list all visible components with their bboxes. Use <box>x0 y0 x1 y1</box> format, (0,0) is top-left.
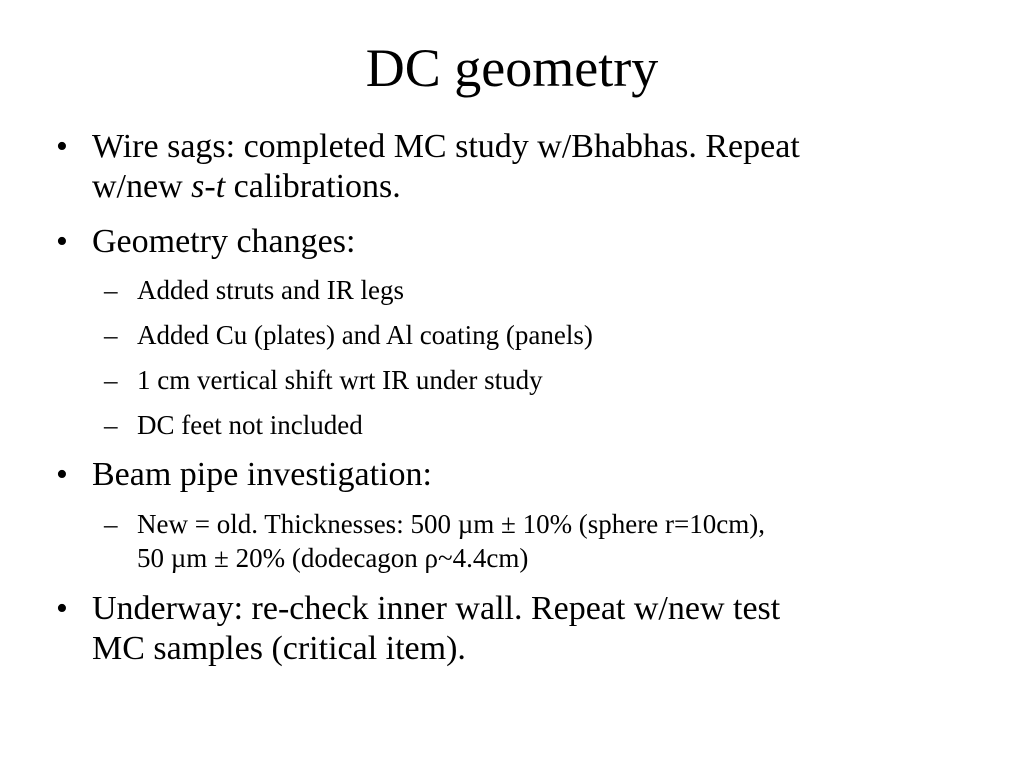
bullet-wire-sags <box>56 127 942 207</box>
underway-line-1: Underway: re-check inner wall. Repeat w/new test <box>92 590 781 627</box>
wire-sags-line-2 <box>92 167 942 207</box>
wire-sags-line-2-post: calibrations. <box>225 168 401 205</box>
sub-item <box>104 507 957 575</box>
dash-marker: – <box>104 509 118 539</box>
sub-item-text: Added struts and IR legs <box>137 275 404 305</box>
beam-pipe-sub-line-1: New = old. Thicknesses: 500 µm ± 10% (sphere r=10cm), <box>137 509 765 539</box>
wire-sags-line-2-pre: w/new <box>92 168 192 205</box>
dash-marker: – <box>104 410 118 440</box>
dash-marker: – <box>104 275 118 305</box>
geometry-changes-label: Geometry changes: <box>92 223 356 260</box>
bullet-beam-pipe <box>56 455 942 495</box>
sub-item-text: Added Cu (plates) and Al coating (panels) <box>137 320 593 350</box>
bullet-dot: • <box>56 128 68 165</box>
wire-sags-st-italic: s-t <box>191 168 226 205</box>
sub-item-text: DC feet not included <box>137 410 363 440</box>
dash-marker: – <box>104 365 118 395</box>
bullet-geometry-changes <box>56 222 942 262</box>
sub-item-text: 1 cm vertical shift wrt IR under study <box>137 365 543 395</box>
wire-sags-line-1: Wire sags: completed MC study w/Bhabhas. Repeat <box>92 128 800 165</box>
slide-title: DC geometry <box>365 38 659 98</box>
sub-item <box>104 318 957 352</box>
underway-line-2: MC samples (critical item). <box>92 630 466 667</box>
dash-marker: – <box>104 320 118 350</box>
sub-item <box>104 363 957 397</box>
beam-pipe-sub-line-2: 50 µm ± 20% (dodecagon ρ~4.4cm) <box>137 543 529 573</box>
bullet-dot: • <box>56 590 68 627</box>
bullet-underway <box>56 589 942 669</box>
sub-item <box>104 408 957 442</box>
sub-item <box>104 273 957 307</box>
bullet-dot: • <box>56 456 68 493</box>
beam-pipe-label: Beam pipe investigation: <box>92 456 432 493</box>
bullet-dot: • <box>56 223 68 260</box>
